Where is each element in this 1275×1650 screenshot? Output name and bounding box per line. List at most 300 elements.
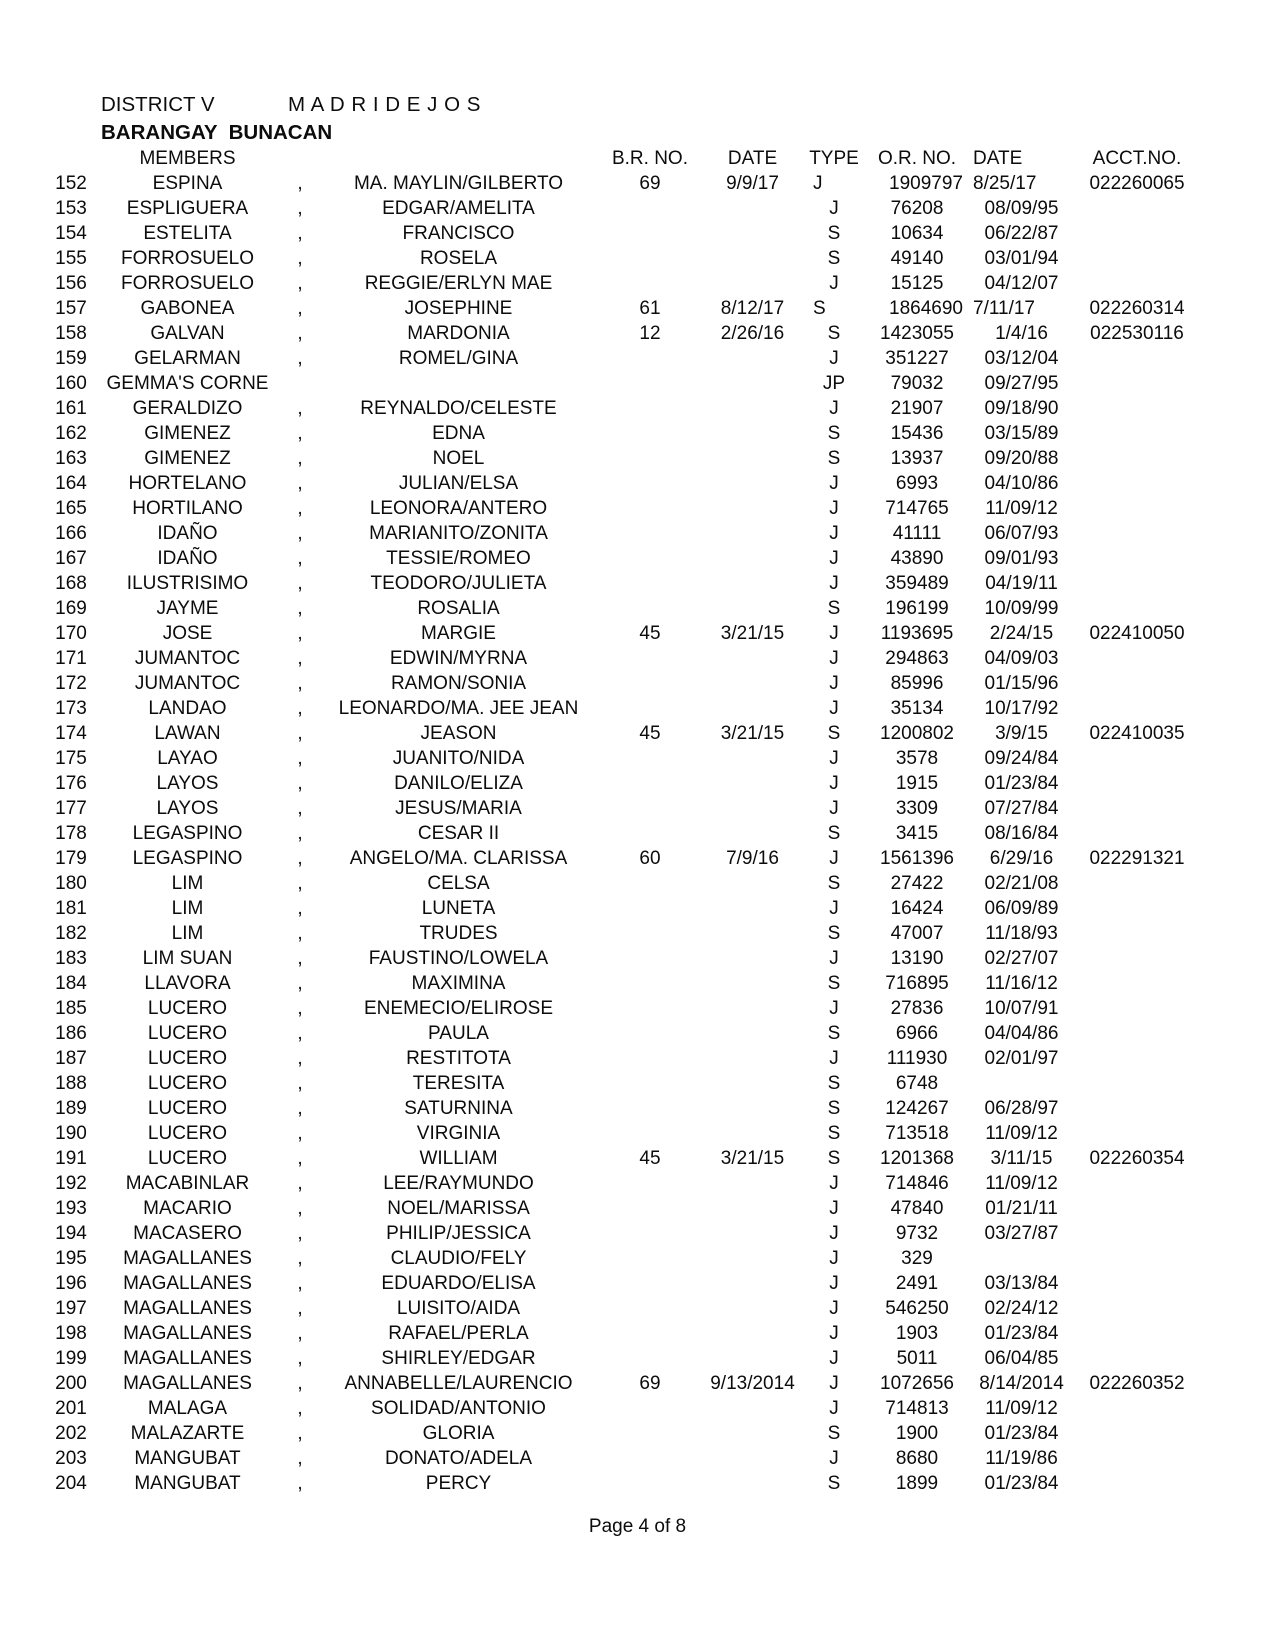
comma-cell: , — [297, 223, 303, 244]
br-no-cell — [600, 921, 700, 946]
surname-cell: IDAÑO — [157, 523, 218, 544]
type-cell: J — [829, 698, 839, 719]
type-cell: J — [829, 273, 839, 294]
or-date-cell: 01/21/11 — [985, 1198, 1058, 1219]
br-date-cell — [700, 921, 805, 946]
column-header-or-no: O.R. NO. — [877, 148, 957, 169]
number-cell: 171 — [55, 648, 87, 669]
comma-cell: , — [297, 1423, 303, 1444]
br-no-cell — [600, 971, 700, 996]
surname-cell: ESTELITA — [143, 223, 232, 244]
or-date-cell: 11/09/12 — [985, 1398, 1058, 1419]
comma-cell: , — [297, 1148, 303, 1169]
acct-no-cell — [1072, 346, 1202, 371]
or-date-cell: 11/18/93 — [985, 923, 1058, 944]
br-date-cell — [700, 796, 805, 821]
br-no-cell — [600, 596, 700, 621]
br-date-cell: 9/9/17 — [726, 173, 779, 194]
comma-cell: , — [297, 573, 303, 594]
or-date-cell: 11/09/12 — [985, 498, 1058, 519]
table-row — [50, 1046, 1202, 1071]
br-no-cell — [600, 521, 700, 546]
surname-cell: LIM — [171, 873, 204, 894]
or-date-cell: 11/09/12 — [985, 1173, 1058, 1194]
surname-cell: LAYOS — [156, 798, 219, 819]
district-label: DISTRICT V — [101, 93, 215, 116]
or-date-cell: 03/01/94 — [984, 248, 1059, 269]
type-cell: J — [829, 1323, 839, 1344]
acct-no-cell — [1072, 1171, 1202, 1196]
or-date-cell: 01/23/84 — [984, 1473, 1059, 1494]
type-cell: J — [829, 1348, 839, 1369]
br-no-cell — [600, 946, 700, 971]
or-date-cell: 06/04/85 — [984, 1348, 1059, 1369]
surname-cell: LAYAO — [157, 748, 218, 769]
br-date-cell — [700, 521, 805, 546]
given-names-cell: SATURNINA — [404, 1098, 513, 1119]
given-names-cell: MARDONIA — [407, 323, 510, 344]
table-row — [50, 321, 1202, 346]
given-names-cell: MA. MAYLIN/GILBERTO — [353, 173, 564, 194]
type-cell: J — [829, 198, 839, 219]
comma-cell: , — [297, 1173, 303, 1194]
number-cell: 192 — [55, 1173, 87, 1194]
given-names-cell: TERESITA — [412, 1073, 505, 1094]
or-date-cell: 04/19/11 — [985, 573, 1058, 594]
given-names-cell: PHILIP/JESSICA — [386, 1223, 531, 1244]
or-date-cell: 09/18/90 — [984, 398, 1059, 419]
given-names-cell — [317, 371, 600, 396]
br-no-cell — [600, 1046, 700, 1071]
acct-no-cell — [1072, 496, 1202, 521]
br-no-cell — [600, 996, 700, 1021]
given-names-cell: GLORIA — [422, 1423, 495, 1444]
br-date-cell — [700, 1396, 805, 1421]
table-row — [50, 746, 1202, 771]
surname-cell: LEGASPINO — [132, 823, 243, 844]
type-cell: J — [829, 1223, 839, 1244]
given-names-cell: VIRGINIA — [416, 1123, 501, 1144]
given-names-cell: RESTITOTA — [406, 1048, 511, 1069]
or-no-cell: 546250 — [885, 1298, 949, 1319]
number-cell: 195 — [55, 1248, 87, 1269]
number-cell: 164 — [55, 473, 87, 494]
surname-cell: MAGALLANES — [123, 1348, 252, 1369]
or-no-cell: 13190 — [890, 948, 944, 969]
or-no-cell: 359489 — [885, 573, 949, 594]
table-row — [50, 871, 1202, 896]
type-cell: J — [829, 398, 839, 419]
type-cell: J — [829, 798, 839, 819]
br-no-cell — [600, 421, 700, 446]
or-no-cell: 2491 — [895, 1273, 939, 1294]
surname-cell: GALVAN — [150, 323, 225, 344]
number-cell: 201 — [55, 1398, 87, 1419]
br-no-cell — [600, 546, 700, 571]
type-cell: S — [827, 1423, 841, 1444]
acct-no-cell — [1072, 946, 1202, 971]
surname-cell: GEMMA'S CORNE — [106, 373, 269, 394]
or-no-cell: 85996 — [890, 673, 944, 694]
column-header-type: TYPE — [809, 148, 859, 169]
given-names-cell: MAXIMINA — [411, 973, 506, 994]
or-date-cell — [971, 1246, 1072, 1271]
or-date-cell: 10/09/99 — [984, 598, 1059, 619]
number-cell: 190 — [55, 1123, 87, 1144]
br-no-cell — [600, 821, 700, 846]
br-no-cell — [600, 1346, 700, 1371]
table-row — [50, 571, 1202, 596]
table-row — [50, 296, 1202, 321]
type-cell: S — [827, 323, 841, 344]
number-cell: 191 — [55, 1148, 87, 1169]
br-no-cell — [600, 1321, 700, 1346]
comma-cell: , — [297, 623, 303, 644]
table-row — [50, 771, 1202, 796]
type-cell: J — [829, 848, 839, 869]
br-no-cell — [600, 646, 700, 671]
given-names-cell: LEONORA/ANTERO — [369, 498, 548, 519]
surname-cell: IDAÑO — [157, 548, 218, 569]
comma-cell: , — [297, 1048, 303, 1069]
br-date-cell — [700, 971, 805, 996]
br-no-cell — [600, 571, 700, 596]
or-no-cell: 47007 — [890, 923, 944, 944]
table-row — [50, 1371, 1202, 1396]
given-names-cell: ROMEL/GINA — [398, 348, 519, 369]
or-date-cell: 11/19/86 — [985, 1448, 1058, 1469]
table-row — [50, 1396, 1202, 1421]
column-header-acct-no: ACCT.NO. — [1092, 148, 1182, 169]
table-row — [50, 1446, 1202, 1471]
given-names-cell: RAFAEL/PERLA — [388, 1323, 529, 1344]
or-no-cell: 6748 — [895, 1073, 939, 1094]
type-cell: J — [829, 948, 839, 969]
number-cell: 174 — [55, 723, 87, 744]
surname-cell: JUMANTOC — [134, 673, 241, 694]
or-date-cell: 09/27/95 — [984, 373, 1059, 394]
type-cell: J — [829, 748, 839, 769]
br-date-cell — [700, 471, 805, 496]
comma-cell: , — [297, 1273, 303, 1294]
or-date-cell: 8/14/2014 — [979, 1373, 1064, 1394]
acct-no-cell — [1072, 1321, 1202, 1346]
acct-no-cell — [1072, 996, 1202, 1021]
acct-no-cell — [1072, 746, 1202, 771]
table-row — [50, 171, 1202, 196]
surname-cell: ESPINA — [152, 173, 223, 194]
comma-cell: , — [297, 398, 303, 419]
surname-cell: LUCERO — [147, 1148, 228, 1169]
number-cell: 189 — [55, 1098, 87, 1119]
or-date-cell: 01/15/96 — [984, 673, 1059, 694]
acct-no-cell — [1072, 1221, 1202, 1246]
table-row — [50, 671, 1202, 696]
or-date-cell: 04/12/07 — [984, 273, 1059, 294]
comma-cell: , — [297, 1373, 303, 1394]
comma-cell: , — [297, 1073, 303, 1094]
given-names-cell: DANILO/ELIZA — [394, 773, 523, 794]
or-no-cell: 1072656 — [880, 1373, 954, 1394]
br-no-cell — [600, 696, 700, 721]
comma-cell: , — [297, 673, 303, 694]
br-date-cell — [700, 1096, 805, 1121]
or-no-cell: 13937 — [890, 448, 944, 469]
number-cell: 176 — [55, 773, 87, 794]
given-names-cell: RAMON/SONIA — [390, 673, 527, 694]
column-header-members: MEMBERS — [139, 148, 236, 169]
surname-cell: MAGALLANES — [123, 1273, 252, 1294]
acct-no-cell — [1072, 521, 1202, 546]
acct-no-cell — [1072, 471, 1202, 496]
given-names-cell: FRANCISCO — [402, 223, 515, 244]
comma-cell: , — [297, 1248, 303, 1269]
or-date-cell: 3/11/15 — [990, 1148, 1053, 1169]
acct-no-cell — [1072, 896, 1202, 921]
table-row — [50, 1221, 1202, 1246]
br-date-cell — [700, 671, 805, 696]
table-row — [50, 996, 1202, 1021]
br-no-cell — [600, 1096, 700, 1121]
number-cell: 188 — [55, 1073, 87, 1094]
or-no-cell: 713518 — [885, 1123, 949, 1144]
number-cell: 168 — [55, 573, 87, 594]
or-date-cell: 06/09/89 — [984, 898, 1059, 919]
or-no-cell: 49140 — [890, 248, 944, 269]
br-date-cell — [700, 1271, 805, 1296]
column-header-blank — [283, 146, 317, 171]
or-no-cell: 1423055 — [880, 323, 954, 344]
acct-no-cell — [1072, 921, 1202, 946]
acct-no-cell — [1072, 1471, 1202, 1496]
table-row — [50, 196, 1202, 221]
comma-cell: , — [297, 948, 303, 969]
acct-no-cell — [1072, 971, 1202, 996]
given-names-cell: ENEMECIO/ELIROSE — [364, 998, 553, 1019]
comma-cell: , — [297, 698, 303, 719]
or-date-cell: 06/22/87 — [984, 223, 1059, 244]
or-date-cell: 03/12/04 — [984, 348, 1059, 369]
br-date-cell — [700, 496, 805, 521]
table-row — [50, 946, 1202, 971]
br-no-cell — [600, 271, 700, 296]
comma-cell: , — [297, 748, 303, 769]
type-cell: S — [827, 448, 841, 469]
or-date-cell: 07/27/84 — [984, 798, 1059, 819]
or-no-cell: 27422 — [890, 873, 944, 894]
type-cell: J — [829, 548, 839, 569]
number-cell: 166 — [55, 523, 87, 544]
number-cell: 184 — [55, 973, 87, 994]
acct-no-cell — [1072, 871, 1202, 896]
surname-cell: MAGALLANES — [123, 1323, 252, 1344]
surname-cell: MAGALLANES — [123, 1298, 252, 1319]
br-no-cell — [600, 1221, 700, 1246]
table-row — [50, 496, 1202, 521]
table-row — [50, 396, 1202, 421]
acct-no-cell — [1072, 1121, 1202, 1146]
surname-cell: LLAVORA — [144, 973, 231, 994]
type-cell: J — [829, 1173, 839, 1194]
br-no-cell — [600, 1196, 700, 1221]
table-row — [50, 546, 1202, 571]
br-no-cell — [600, 871, 700, 896]
br-no-cell — [600, 1421, 700, 1446]
table-row — [50, 1321, 1202, 1346]
number-cell: 183 — [55, 948, 87, 969]
or-date-cell: 2/24/15 — [989, 623, 1054, 644]
comma-cell: , — [297, 273, 303, 294]
type-cell: S — [827, 248, 841, 269]
or-date-cell: 1/4/16 — [995, 323, 1048, 344]
table-row — [50, 821, 1202, 846]
br-date-cell: 9/13/2014 — [710, 1373, 795, 1394]
table-header-row — [50, 146, 1202, 171]
acct-no-cell — [1072, 1021, 1202, 1046]
br-no-cell — [600, 396, 700, 421]
or-date-cell: 7/11/17 — [973, 298, 1035, 319]
br-no-cell — [600, 446, 700, 471]
comma-cell: , — [297, 298, 303, 319]
number-cell: 153 — [55, 198, 87, 219]
or-date-cell: 02/01/97 — [984, 1048, 1059, 1069]
surname-cell: GERALDIZO — [132, 398, 243, 419]
table-row — [50, 1471, 1202, 1496]
type-cell: J — [829, 1298, 839, 1319]
acct-no-cell — [1072, 1246, 1202, 1271]
comma-cell: , — [297, 173, 303, 194]
br-date-cell — [700, 1471, 805, 1496]
number-cell: 159 — [55, 348, 87, 369]
comma-cell: , — [297, 1398, 303, 1419]
or-date-cell: 04/04/86 — [984, 1023, 1059, 1044]
table-row — [50, 471, 1202, 496]
table-row — [50, 371, 1202, 396]
or-no-cell: 294863 — [885, 648, 949, 669]
comma-cell: , — [297, 923, 303, 944]
type-cell: S — [827, 873, 841, 894]
table-row — [50, 846, 1202, 871]
given-names-cell: SHIRLEY/EDGAR — [381, 1348, 536, 1369]
number-cell: 175 — [55, 748, 87, 769]
number-cell: 156 — [55, 273, 87, 294]
comma-cell: , — [297, 1298, 303, 1319]
surname-cell: MAGALLANES — [123, 1248, 252, 1269]
br-date-cell — [700, 1446, 805, 1471]
table-row — [50, 421, 1202, 446]
column-header-br-no: B.R. NO. — [611, 148, 688, 169]
table-row — [50, 971, 1202, 996]
surname-cell: LEGASPINO — [132, 848, 243, 869]
or-date-cell: 11/16/12 — [985, 973, 1058, 994]
acct-no-cell — [1072, 671, 1202, 696]
br-no-cell: 45 — [639, 1148, 661, 1169]
br-date-cell — [700, 1071, 805, 1096]
number-cell: 173 — [55, 698, 87, 719]
type-cell: J — [829, 523, 839, 544]
or-no-cell: 124267 — [885, 1098, 949, 1119]
br-date-cell: 2/26/16 — [720, 323, 785, 344]
municipality-name: M A D R I D E J O S — [288, 93, 481, 116]
table-row — [50, 1171, 1202, 1196]
br-no-cell: 61 — [639, 298, 661, 319]
type-cell: J — [813, 173, 823, 194]
or-no-cell: 1909797 — [889, 173, 963, 194]
surname-cell: LIM — [171, 898, 204, 919]
acct-no-cell — [1072, 421, 1202, 446]
acct-no-cell — [1072, 646, 1202, 671]
surname-cell: LUCERO — [147, 998, 228, 1019]
or-no-cell: 714813 — [885, 1398, 949, 1419]
acct-no-cell: 022260354 — [1089, 1148, 1185, 1169]
or-date-cell: 09/01/93 — [984, 548, 1059, 569]
or-no-cell: 9732 — [895, 1223, 939, 1244]
given-names-cell: ROSELA — [419, 248, 498, 269]
br-date-cell — [700, 871, 805, 896]
br-date-cell — [700, 596, 805, 621]
br-no-cell — [600, 771, 700, 796]
acct-no-cell — [1072, 1296, 1202, 1321]
comma-cell: , — [297, 348, 303, 369]
br-date-cell — [700, 421, 805, 446]
or-date-cell: 8/25/17 — [973, 173, 1037, 194]
given-names-cell: CESAR II — [417, 823, 500, 844]
acct-no-cell — [1072, 1271, 1202, 1296]
acct-no-cell — [1072, 571, 1202, 596]
br-no-cell — [600, 1271, 700, 1296]
type-cell: J — [829, 1273, 839, 1294]
br-date-cell — [700, 1421, 805, 1446]
surname-cell: MAGALLANES — [123, 1373, 252, 1394]
acct-no-cell — [1072, 1071, 1202, 1096]
type-cell: J — [829, 348, 839, 369]
br-date-cell — [700, 821, 805, 846]
number-cell: 186 — [55, 1023, 87, 1044]
surname-cell: LUCERO — [147, 1073, 228, 1094]
comma-cell: , — [297, 1123, 303, 1144]
or-date-cell: 02/27/07 — [984, 948, 1059, 969]
or-date-cell: 03/13/84 — [984, 1273, 1059, 1294]
table-row — [50, 1121, 1202, 1146]
or-no-cell: 714846 — [885, 1173, 949, 1194]
number-cell: 204 — [55, 1473, 87, 1494]
br-no-cell — [600, 1121, 700, 1146]
or-no-cell: 1201368 — [880, 1148, 954, 1169]
table-row — [50, 1296, 1202, 1321]
number-cell: 185 — [55, 998, 87, 1019]
type-cell: S — [827, 973, 841, 994]
number-cell: 165 — [55, 498, 87, 519]
given-names-cell: JEASON — [420, 723, 497, 744]
surname-cell: GABONEA — [140, 298, 235, 319]
comma-cell: , — [297, 248, 303, 269]
type-cell: S — [827, 923, 841, 944]
or-date-cell: 08/09/95 — [984, 198, 1059, 219]
type-cell: J — [829, 673, 839, 694]
table-row — [50, 621, 1202, 646]
br-date-cell — [700, 1171, 805, 1196]
comma-cell: , — [297, 848, 303, 869]
or-no-cell: 10634 — [890, 223, 944, 244]
given-names-cell: REGGIE/ERLYN MAE — [364, 273, 553, 294]
br-date-cell — [700, 446, 805, 471]
acct-no-cell — [1072, 1096, 1202, 1121]
comma-cell: , — [297, 448, 303, 469]
br-no-cell — [600, 1171, 700, 1196]
acct-no-cell — [1072, 771, 1202, 796]
type-cell: S — [827, 1148, 841, 1169]
table-row — [50, 271, 1202, 296]
